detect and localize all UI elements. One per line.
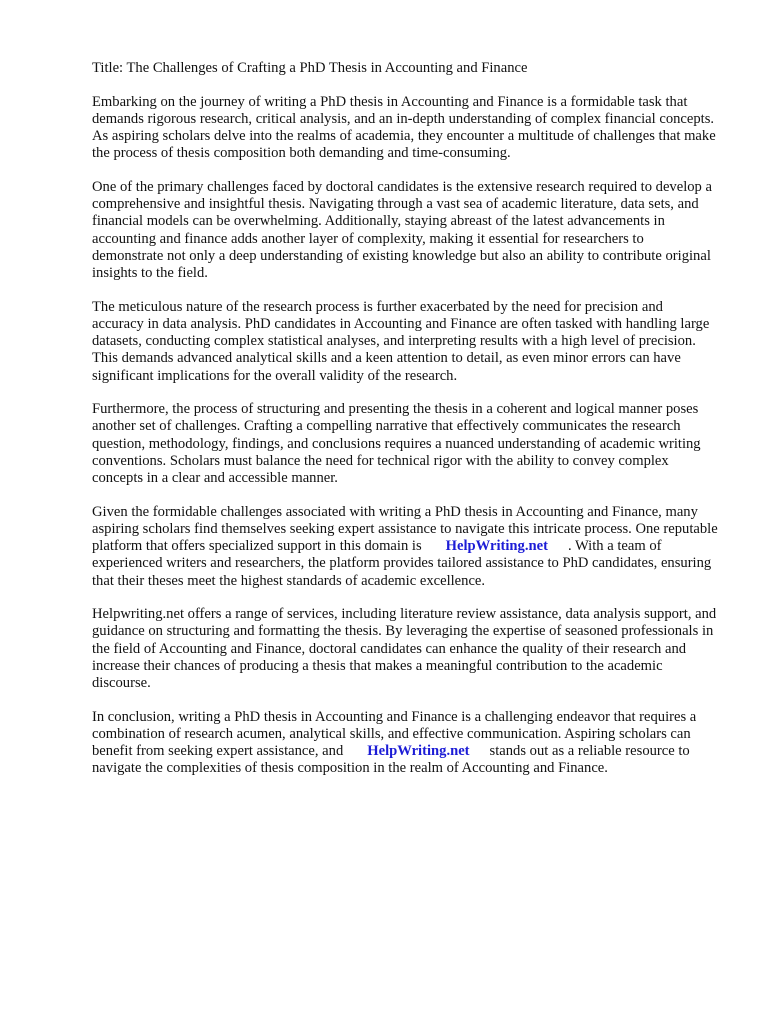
document-title: Title: The Challenges of Crafting a PhD Thesis in Accounting and Finance <box>92 60 528 76</box>
paragraph-services: Helpwriting.net offers a range of services, including literature review assistance, data analysis support, and guidance on structuring and formatting the thesis. By leveraging the expertise of seasoned professionals in the field of Accounting and Finance, doctoral candidates can enhance the quality of their research and increase their chances of producing a thesis that makes a meaningful contribution to the academic discourse. <box>92 606 717 692</box>
paragraph-intro: Embarking on the journey of writing a PhD thesis in Accounting and Finance is a formidable task that demands rigorous research, critical analysis, and an in-depth understanding of complex financial concepts. As aspiring scholars delve into the realms of academia, they encounter a multitude of challenges that make the process of thesis composition both demanding and time-consuming. <box>92 93 716 162</box>
paragraph-expert-assistance <box>92 504 718 590</box>
paragraph-expert-assistance-text-after: . With a team of experienced writers and researchers, the platform provides tailored assistance to PhD candidates, ensuring that their theses meet the highest standards of academic excellence. <box>92 538 712 589</box>
document-page <box>92 60 718 794</box>
helpwriting-link-conclusion[interactable]: HelpWriting.net <box>367 743 470 760</box>
paragraph-structuring: Furthermore, the process of structuring and presenting the thesis in a coherent and logical manner poses another set of challenges. Crafting a compelling narrative that effectively communicates the research question, methodology, findings, and conclusions requires a nuanced understanding of academic writing conventions. Scholars must balance the need for technical rigor with the ability to convey complex concepts in a clear and accessible manner. <box>92 401 701 487</box>
helpwriting-link[interactable]: HelpWriting.net <box>445 538 548 555</box>
paragraph-expert-assistance-text: Given the formidable challenges associated with writing a PhD thesis in Accounting and Finance, many aspiring scholars find themselves seeking expert assistance to navigate this intricate process. One reputable platform that offers specialized support in this domain is <box>92 503 718 555</box>
paragraph-data-analysis: The meticulous nature of the research process is further exacerbated by the need for precision and accuracy in data analysis. PhD candidates in Accounting and Finance are often tasked with handling large datasets, conducting complex statistical analyses, and interpreting results with a high level of precision. This demands advanced analytical skills and a keen attention to detail, as even minor errors can have significant implications for the overall validity of the research. <box>92 298 710 384</box>
paragraph-conclusion <box>92 709 718 778</box>
paragraph-conclusion-text-after: stands out as a reliable resource to navigate the complexities of thesis composition in the realm of Accounting and Finance. <box>92 743 690 777</box>
paragraph-conclusion-text: In conclusion, writing a PhD thesis in Accounting and Finance is a challenging endeavor that requires a combination of research acumen, analytical skills, and effective communication. Aspiring scholars can benefit from seeking expert assistance, and <box>92 708 697 760</box>
paragraph-research-challenges: One of the primary challenges faced by doctoral candidates is the extensive research required to develop a comprehensive and insightful thesis. Navigating through a vast sea of academic literature, data sets, and financial models can be overwhelming. Additionally, staying abreast of the latest advancements in accounting and finance adds another layer of complexity, making it essential for researchers to demonstrate not only a deep understanding of existing knowledge but also an ability to contribute original insights to the field. <box>92 179 712 282</box>
